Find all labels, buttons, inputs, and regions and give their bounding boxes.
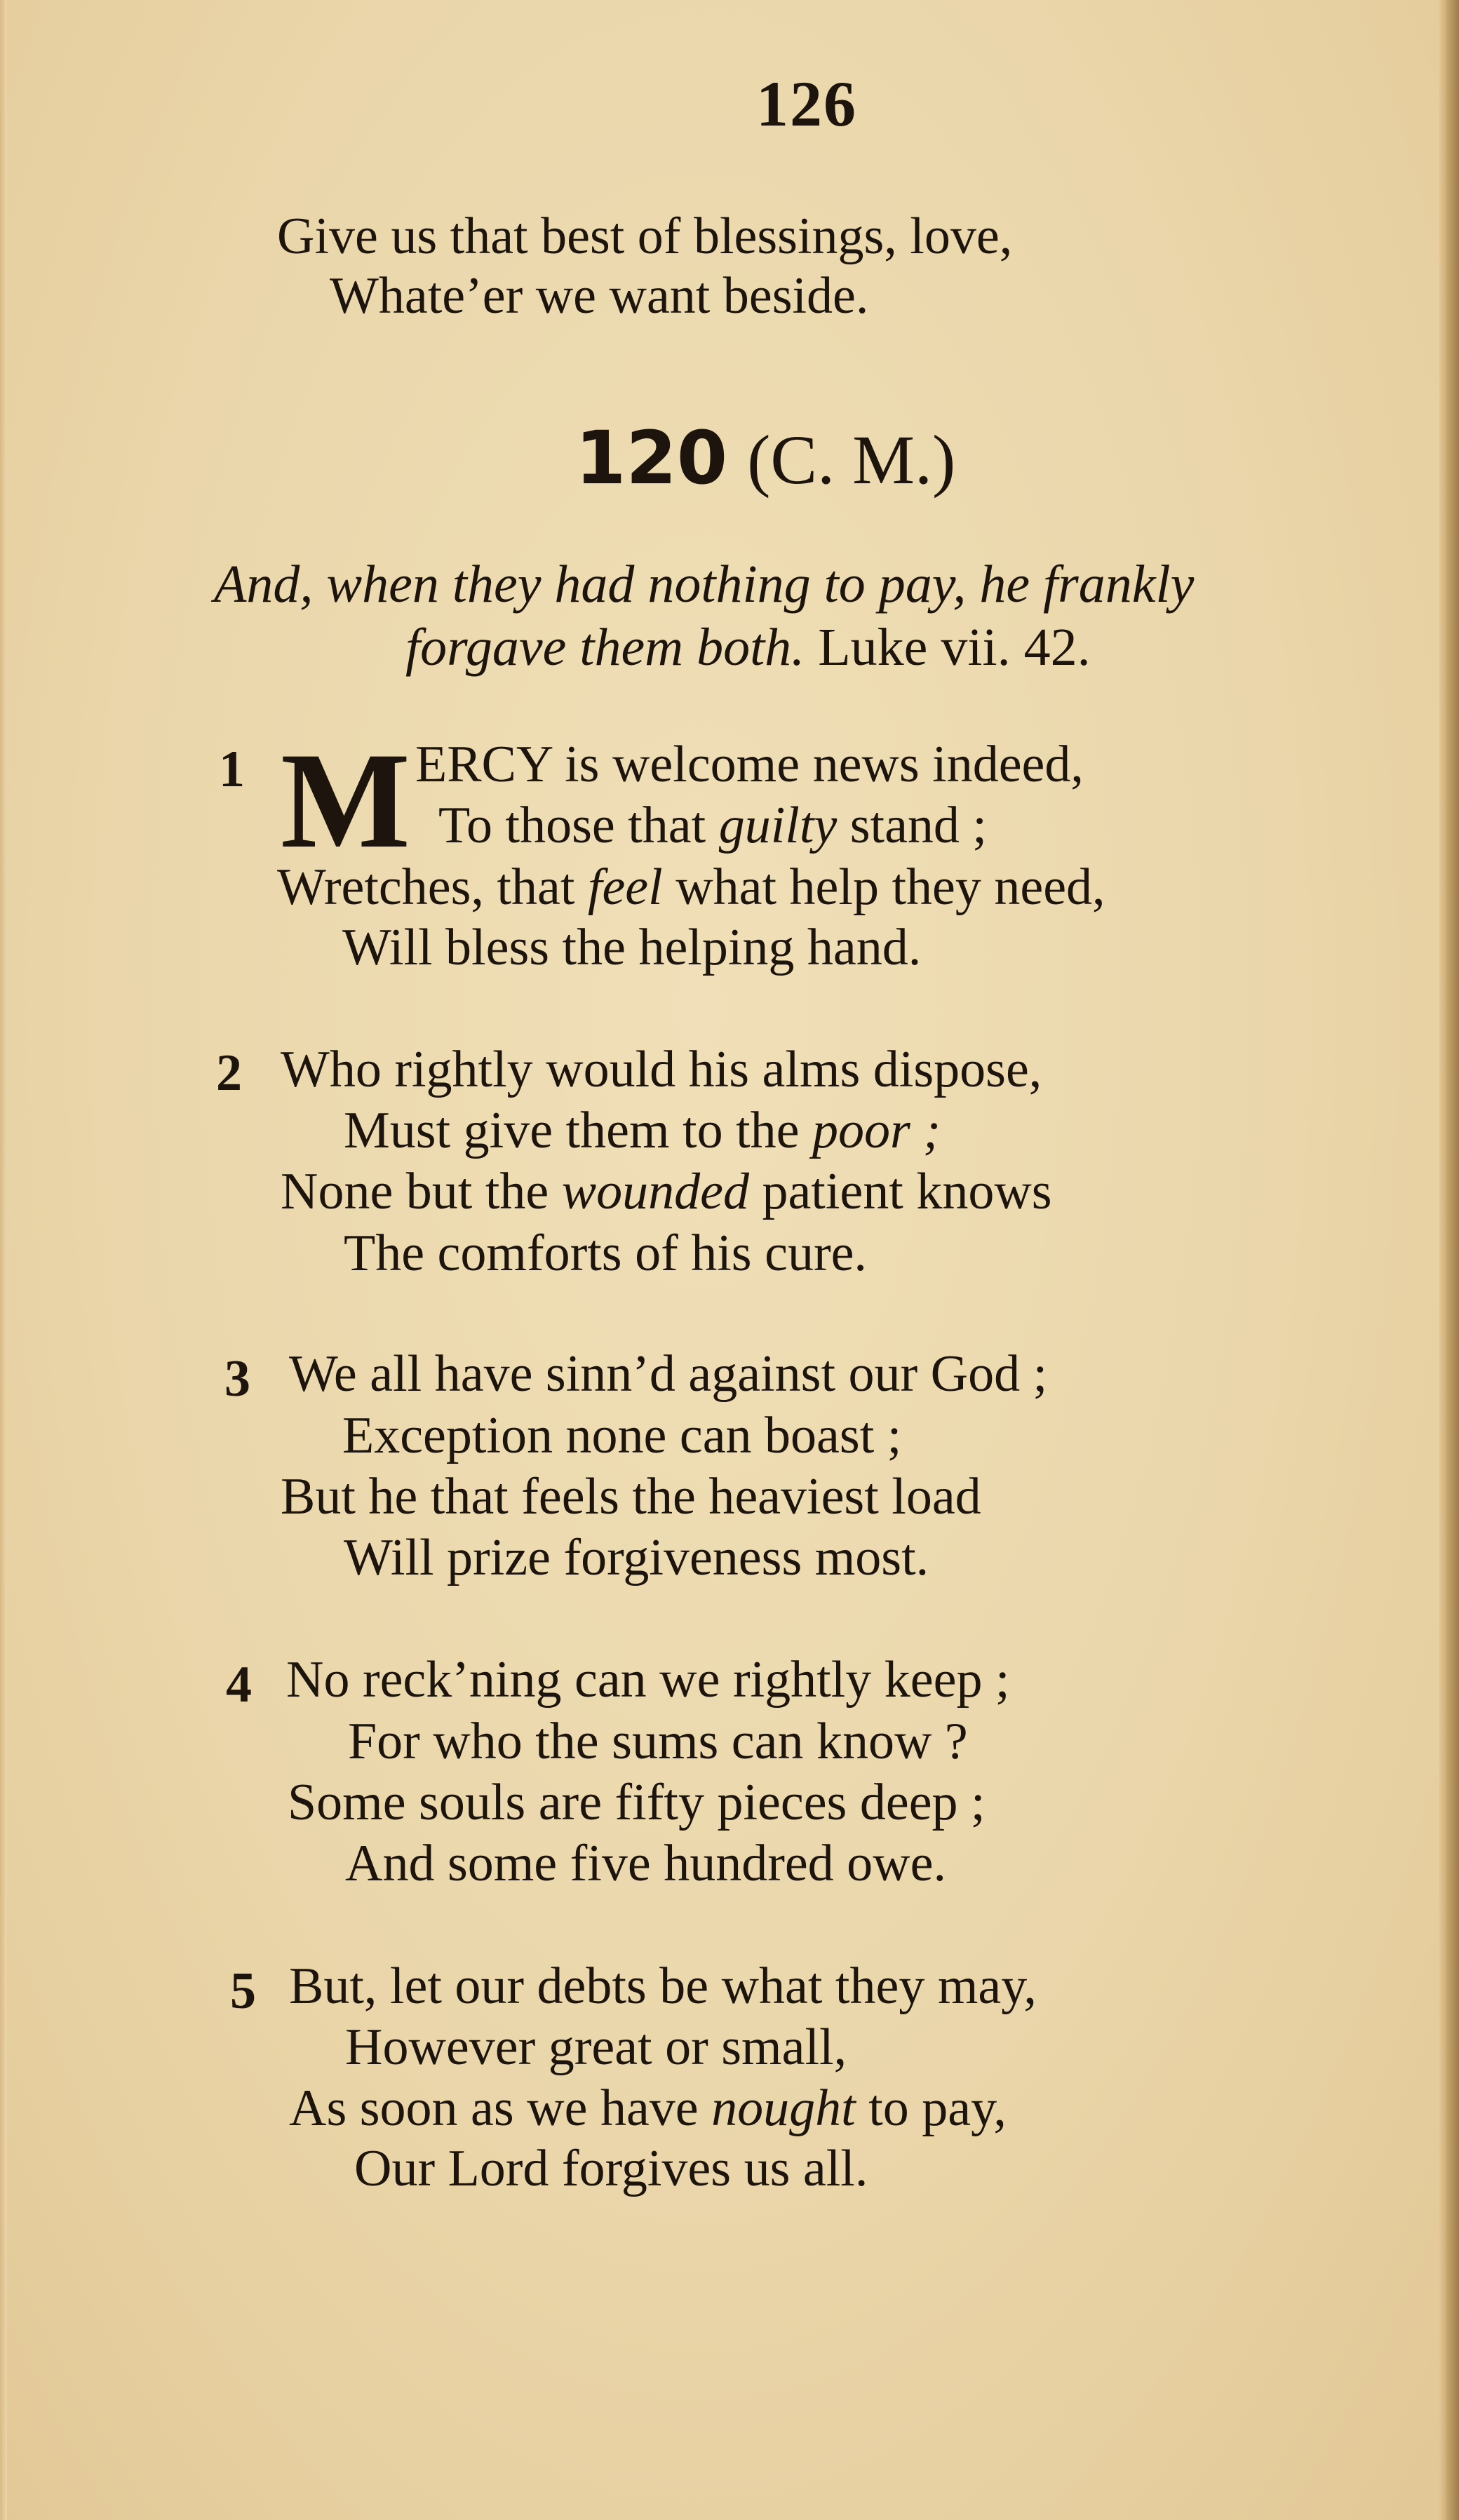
previous-hymn-line: Whate’er we want beside.	[330, 267, 869, 325]
verse-line: Will prize forgiveness most.	[344, 1529, 929, 1586]
verse-line: The comforts of his cure.	[344, 1225, 867, 1282]
verse-line: But, let our debts be what they may,	[289, 1958, 1037, 2015]
verse-number: 2	[216, 1044, 242, 1102]
verse-line: Must give them to the poor ;	[344, 1102, 941, 1159]
verse-line: Wretches, that feel what help they need,	[277, 858, 1105, 916]
drop-cap: M	[281, 725, 410, 877]
verse-number: 5	[230, 1962, 256, 2020]
epigraph-text: forgave them both.	[405, 618, 805, 677]
hymn-title	[575, 412, 955, 503]
verse-line: And some five hundred owe.	[345, 1835, 946, 1892]
verse-line: Exception none can boast ;	[342, 1407, 902, 1464]
verse-line: Will bless the helping hand.	[342, 919, 922, 976]
verse-number: 1	[219, 741, 245, 798]
page-right-shadow	[1439, 0, 1446, 2520]
hymn-number: 120	[575, 415, 728, 501]
scripture-reference: Luke vii. 42.	[818, 618, 1091, 677]
verse-line: To those that guilty stand ;	[438, 797, 987, 854]
previous-hymn-line: Give us that best of blessings, love,	[277, 208, 1013, 265]
page-number: 126	[756, 68, 857, 140]
verse-number: 3	[224, 1350, 250, 1408]
verse-line: ERCY is welcome news indeed,	[415, 736, 1084, 793]
verse-line: However great or small,	[345, 2019, 847, 2076]
epigraph-line: And, when they had nothing to pay, he frankly	[214, 555, 1195, 614]
verse-line: Our Lord forgives us all.	[354, 2140, 868, 2197]
verse-line: No reck’ning can we rightly keep ;	[286, 1651, 1010, 1709]
epigraph-line-2	[405, 617, 1091, 678]
page-right-edge	[1446, 0, 1459, 2520]
hymn-meter: (C. M.)	[747, 421, 956, 499]
verse-line: Some souls are fifty pieces deep ;	[288, 1774, 986, 1831]
verse-line: But he that feels the heaviest load	[281, 1468, 981, 1525]
verse-line: We all have sinn’d against our God ;	[289, 1345, 1048, 1403]
verse-line: As soon as we have nought to pay,	[289, 2080, 1007, 2137]
verse-number: 4	[226, 1656, 252, 1713]
verse-line: For who the sums can know ?	[348, 1713, 968, 1770]
page-left-edge	[0, 0, 7, 2520]
verse-line: None but the wounded patient knows	[281, 1163, 1052, 1220]
verse-line: Who rightly would his alms dispose,	[281, 1041, 1042, 1098]
